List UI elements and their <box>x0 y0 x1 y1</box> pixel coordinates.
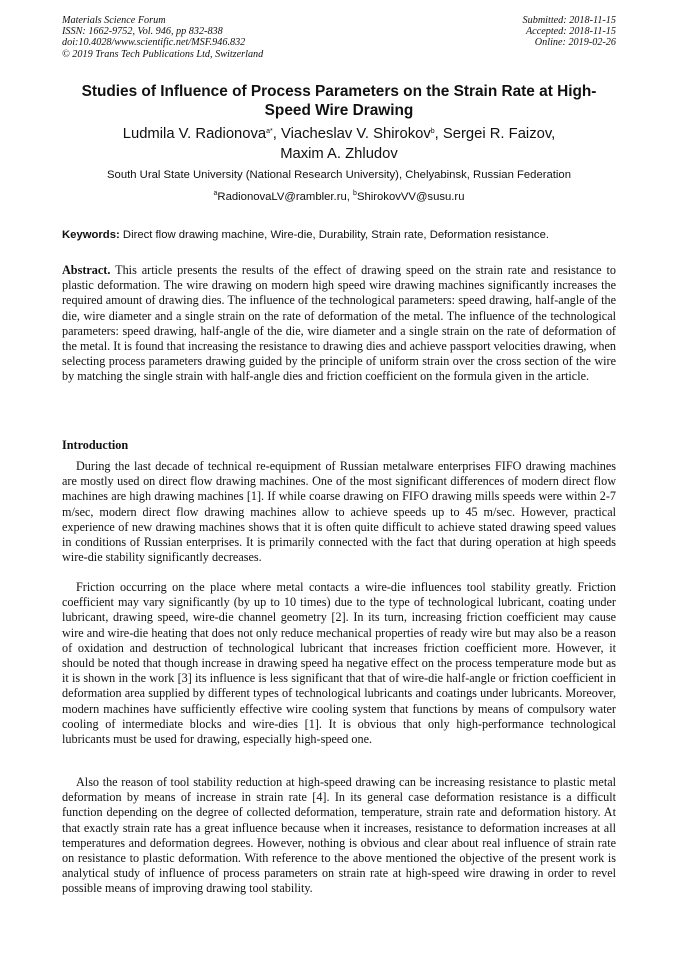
paper-title: Studies of Influence of Process Parameters on the Strain Rate at High-Speed Wire Drawing <box>81 83 597 119</box>
authors-line-2 <box>62 144 616 164</box>
intro-paragraph-2: Friction occurring on the place where metal contacts a wire-die influences tool stability greatly. Friction coefficient may vary significantly (by up to 10 times) due to the type of technological lubricant, coating under lubricant, drawing speed, wire-die channel geometry [2]. In its turn, increasing friction coefficient may cause wire and wire-die heating that does not only reduce mechanical properties of ready wire but may also be a reason of oxidation and destruction of technological lubricant that increases friction coefficient more. However, it should be noted that though increase in drawing speed ha negative effect on the process temperature mode but as it is shown in the work [3] its influence is less significant that that of wire-die half-angle or friction coefficient in deformation area supplied by different types of technological lubricants and coatings under lubricants. Moreover, modern machines have sufficiently effective wire cooling system that functions by means of compulsory water cooling of intermediate blocks and wire-dies [1]. It is obvious that only high-performance technological lubricants must be used for drawing, especially high-speed one. <box>62 580 616 747</box>
email-b-mark: b <box>353 190 357 197</box>
affiliation: South Ural State University (National Research University), Chelyabinsk, Russian Federation <box>107 169 571 181</box>
intro-paragraph-1: During the last decade of technical re-equipment of Russian metalware enterprises FIFO drawing machines are mostly used on direct flow drawing machines. One of the most significant differences of modern direct flow machines are high drawing machines [1]. If while coarse drawing on FIFO drawing mills speeds were within 2-7 m/sec, modern direct flow drawing machines allow to achieve speeds up to 45 m/sec. However, practical experience of new drawing machines shows that it is often quite difficult to achieve stated drawing speed values in conditions of Russian enterprises. It is primarily connected with the fact that during operation at high speeds wire-die stability significantly decreases. <box>62 459 616 565</box>
abstract-label: Abstract. <box>62 263 111 277</box>
journal-info <box>62 15 263 60</box>
submitted-date: Submitted: 2018-11-15 <box>522 15 616 26</box>
copyright-line: © 2019 Trans Tech Publications Ltd, Switzerland <box>62 48 264 60</box>
intro-paragraph-3: Also the reason of tool stability reduction at high-speed drawing can be increasing resistance to plastic metal deformation by means of increase in strain rate [4]. In its general case deformation resistance is a difficult function depending on the degree of collected deformation, temperature, strain rate and deformation history. At that exactly strain rate has a great influence because when it increases, resistance to deformation increases at all temperatures and deformation degrees. However, nothing is obvious and clear about real influence of strain rate on resistance to plastic deformation. With reference to the above mentioned the objective of the present work is analytical study of influence of process parameters on strain rate at high-speed wire drawing in order to revel possible means of improving drawing tool stability. <box>62 775 616 896</box>
email-a-mark: a <box>213 190 218 197</box>
email-a-link[interactable]: RadionovaLV@rambler.ru <box>217 191 347 203</box>
doi-line[interactable]: doi:10.4028/www.scientific.net/MSF.946.832 <box>62 37 246 49</box>
author-emails: $^a$RadionovaLV@rambler.ru, $^b$ShirokovVV@susu.ru <box>213 190 465 203</box>
author-3: Sergei R. Faizov <box>442 126 552 142</box>
introduction-heading: Introduction <box>62 438 129 452</box>
issn-line: ISSN: 1662-9752, Vol. 946, pp 832-838 <box>62 26 223 38</box>
journal-name: Materials Science Forum <box>62 15 166 26</box>
keywords-text: Direct flow drawing machine, Wire-die, Durability, Strain rate, Deformation resistance. <box>122 229 549 241</box>
author-list <box>62 124 616 164</box>
email-b-link[interactable]: ShirokovVV@susu.ru <box>356 191 465 203</box>
keywords-label: Keywords: <box>62 229 120 241</box>
author-1-mark: a* <box>266 128 273 135</box>
author-2-mark: b <box>430 128 435 135</box>
author-4: Maxim A. Zhludov <box>280 146 398 162</box>
authors-line-1: Ludmila V. Radionova$^{a*}$, Viacheslav V. Shirokov$^b$, Sergei R. Faizov, <box>122 126 556 142</box>
author-2: Viacheslav V. Shirokov <box>281 126 431 142</box>
author-1: Ludmila V. Radionova <box>122 126 267 142</box>
online-date: Online: 2019-02-26 <box>534 37 616 49</box>
dates-info <box>523 15 616 49</box>
keywords-section <box>62 228 622 242</box>
abstract <box>62 263 616 385</box>
accepted-date: Accepted: 2018-11-15 <box>525 26 616 38</box>
abstract-text: This article presents the results of the effect of drawing speed on the strain rate and resistance to plastic deformation. The wire drawing on modern high speed wire drawing machines significantly increases the required amount of drawing dies. The influence of the technological parameters: speed drawing, half-angle of the die, wire diameter and a single strain on the rate of deformation of the metal. The influence of the technological parameters: speed drawing, half-angle of the die, wire diameter and a single strain on the rate of deformation of the metal. It is found that increasing the resistance to drawing dies and achieve passport velocities drawing, when selecting process parameters drawing guided by the principle of uniform strain over the cross section of the wire by matching the single strain with half-angle dies and friction coefficient on the formula given in the article. <box>62 263 616 384</box>
